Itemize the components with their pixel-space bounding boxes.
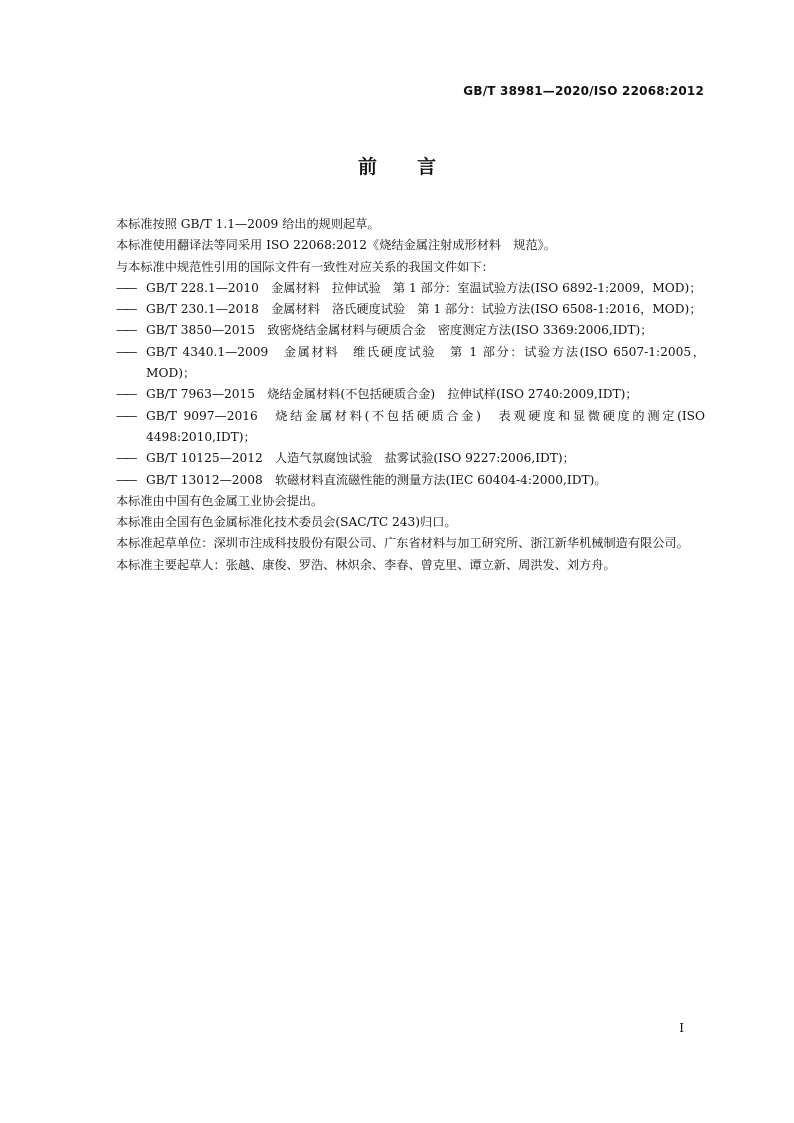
reference-item (90, 320, 705, 341)
paragraph-proposer: 本标准由中国有色金属工业协会提出。 (116, 493, 324, 508)
dash-marker: —— (116, 323, 135, 338)
dash-marker: —— (116, 280, 135, 295)
reference-text: GB/T 10125—2012 人造气氛腐蚀试验 盐雾试验(ISO 9227:2006,IDT)； (146, 451, 575, 466)
reference-item (90, 406, 705, 449)
document-body (90, 214, 705, 576)
dash-marker: —— (116, 451, 135, 466)
paragraph-technical-committee: 本标准由全国有色金属标准化技术委员会(SAC/TC 243)归口。 (116, 515, 457, 530)
dash-marker: —— (116, 344, 135, 359)
dash-marker: —— (116, 472, 135, 487)
reference-item (90, 384, 705, 405)
reference-item (90, 448, 705, 469)
reference-text: GB/T 4340.1—2009 金属材料 维氏硬度试验 第 1 部分：试验方法(ISO 6507-1:2005，MOD)； (146, 344, 705, 381)
reference-item (90, 278, 705, 299)
reference-text: GB/T 13012—2008 软磁材料直流磁性能的测量方法(IEC 60404-4:2000,IDT)。 (146, 472, 607, 487)
reference-item (90, 470, 705, 491)
reference-text: GB/T 9097—2016 烧结金属材料(不包括硬质合金) 表观硬度和显微硬度的测定(ISO 4498:2010,IDT)； (146, 408, 705, 444)
dash-marker: —— (116, 387, 135, 402)
reference-item (90, 299, 705, 320)
reference-text: GB/T 3850—2015 致密烧结金属材料与硬质合金 密度测定方法(ISO 3369:2006,IDT)； (146, 323, 653, 338)
paragraph-references-intro: 与本标准中规范性引用的国际文件有一致性对应关系的我国文件如下： (116, 259, 494, 274)
reference-item (90, 342, 705, 385)
reference-text: GB/T 230.1—2018 金属材料 洛氏硬度试验 第 1 部分：试验方法(ISO 6508-1:2016，MOD)； (146, 302, 702, 317)
paragraph-drafting-rules: 本标准按照 GB/T 1.1—2009 给出的规则起草。 (116, 217, 380, 231)
page-title: 前言 (357, 156, 476, 178)
reference-text: GB/T 228.1—2010 金属材料 拉伸试验 第 1 部分：室温试验方法(ISO 6892-1:2009，MOD)； (146, 280, 702, 295)
dash-marker: —— (116, 302, 135, 317)
paragraph-adoption: 本标准使用翻译法等同采用 ISO 22068:2012《烧结金属注射成形材料 规范》。 (116, 238, 556, 253)
dash-marker: —— (116, 408, 135, 423)
reference-text: GB/T 7963—2015 烧结金属材料(不包括硬质合金) 拉伸试样(ISO 2740:2009,IDT)； (146, 387, 638, 402)
page-number: I (679, 1021, 684, 1035)
standard-number: GB/T 38981—2020/ISO 22068:2012 (463, 84, 704, 98)
paragraph-drafters: 本标准主要起草人：张越、康俊、罗浩、林炽余、李春、曾克里、谭立新、周洪发、刘方舟。 (116, 557, 616, 572)
paragraph-drafting-units: 本标准起草单位：深圳市注成科技股份有限公司、广东省材料与加工研究所、浙江新华机械制造有限公司。 (116, 536, 689, 551)
